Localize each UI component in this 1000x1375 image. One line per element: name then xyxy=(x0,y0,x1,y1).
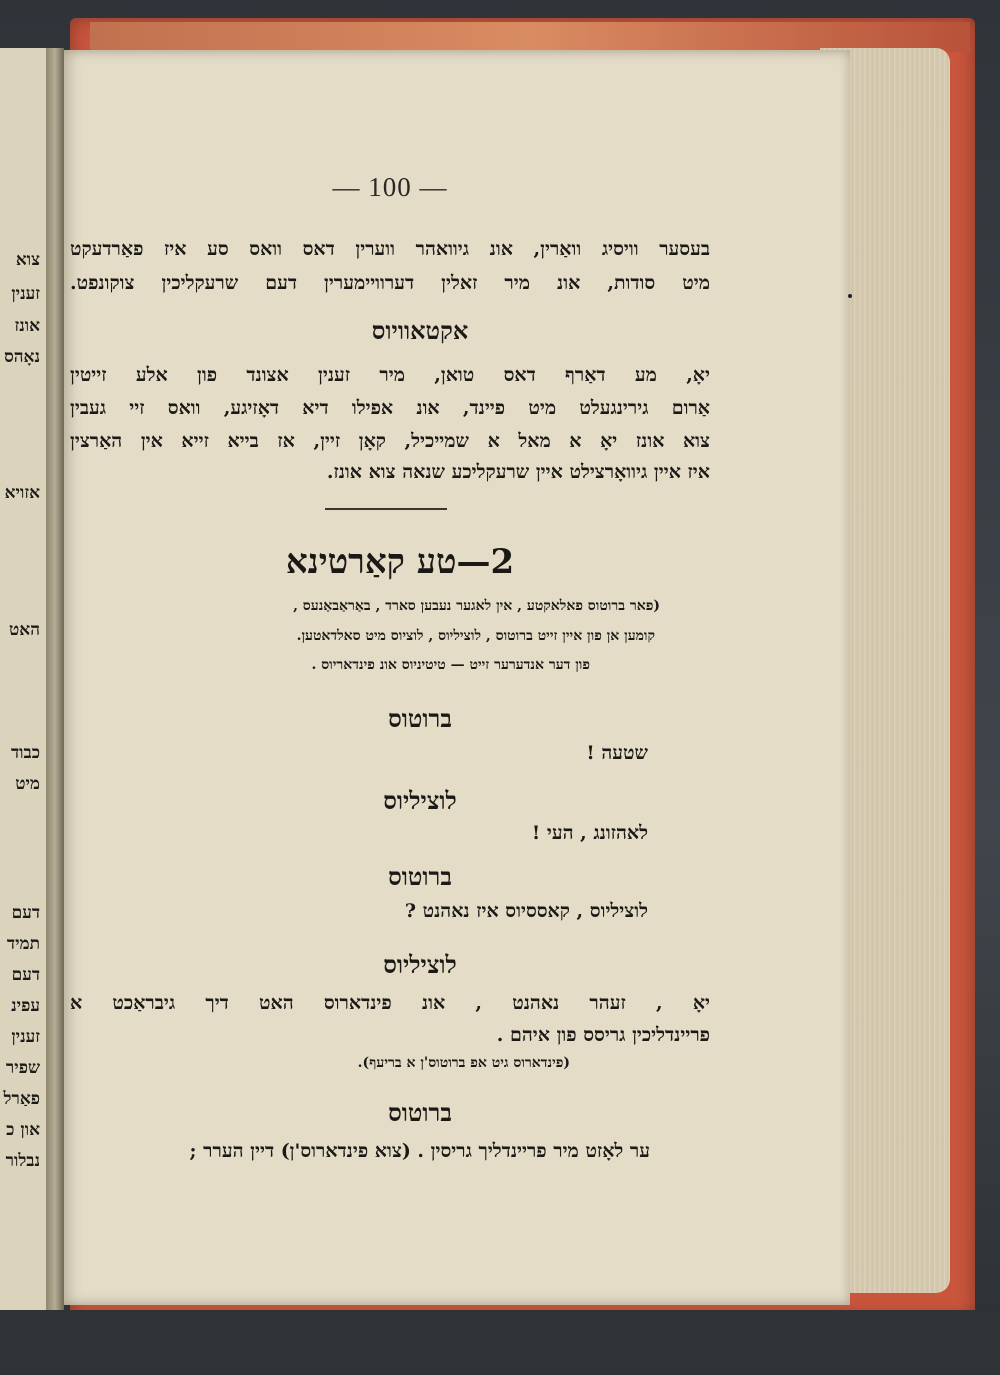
left-fragment: כבוד xyxy=(10,743,40,763)
stage-direction: (פינדארוס גיט אפ ברוטוס'ן א בריעף). xyxy=(357,1055,570,1071)
left-fragment: נאָהס xyxy=(4,347,40,367)
text-line: ער לאָזט מיר פריינדליך גריסין . (צוא פינדארוס'ן) דיין הערר ; xyxy=(189,1140,650,1162)
left-fragment: אזויא xyxy=(4,483,40,503)
text-line: בעסער וויסיג וואַרין, אונ גיוואהר ווערין דאס וואס סע איז פאַרדעקט xyxy=(70,238,710,260)
speaker-name: ברוטוס xyxy=(388,704,452,733)
left-fragment: דעם xyxy=(11,965,40,985)
left-fragment: פאַרל xyxy=(3,1089,40,1109)
text-line: איז איין גיוואָרצילט איין שרעקליכע שנאה צוא אונז. xyxy=(326,461,710,483)
left-fragment: מיט xyxy=(15,774,40,794)
page-number: — 100 — xyxy=(332,172,448,202)
stage-direction: קומען אן פון איין זייט ברוטוס , לוציליוס , לוציוס מיט סאלדאטען. xyxy=(296,628,655,644)
text-line: צוא אונז יאָ א מאל א שמייכיל, קאָן זיין, אז בייא זייא אין האַרצין xyxy=(70,430,710,452)
left-fragment: האט xyxy=(9,620,40,640)
text-line: יאָ, מע דאַרף דאס טואן, מיר זענין אצונד פון אלע זייטין xyxy=(70,364,710,386)
left-fragment: און כ xyxy=(6,1120,40,1140)
scene-heading: 2—טע קאַרטינא xyxy=(285,542,515,582)
speaker-name: לוציליוס xyxy=(383,950,457,979)
text-line: פריינדליכין גריסס פון איהם . xyxy=(496,1024,710,1046)
left-fragment: שפיר xyxy=(5,1058,40,1078)
left-fragment: זענין xyxy=(11,284,40,304)
text-line: לוציליוס , קאססיוס איז נאהנט ? xyxy=(404,900,648,922)
text-line: שטעה ! xyxy=(586,742,648,764)
left-page-text xyxy=(0,0,46,1375)
left-fragment: זענין xyxy=(11,1027,40,1047)
page-speck xyxy=(848,294,852,298)
speaker-name: לוציליוס xyxy=(383,786,457,815)
table-surface xyxy=(0,1310,1000,1375)
left-fragment: דעם xyxy=(11,903,40,923)
book-gutter xyxy=(46,48,64,1310)
text-line: לאהזונג , העי ! xyxy=(531,822,648,844)
section-divider xyxy=(325,508,447,510)
text-line: מיט סודות, אונ מיר זאלין דערוויימערין דעם שרעקליכין צוקונפט. xyxy=(70,272,710,294)
speaker-name: ברוטוס xyxy=(388,862,452,891)
text-line: אַרום גירינגעלט מיט פיינד, אונ אפילו דיא דאָזיגע, וואס זיי געבין xyxy=(70,397,710,419)
left-fragment: עפינ xyxy=(11,996,40,1016)
text-line: יאָ , זעהר נאהנט , אונ פינדארוס האט דיך גיבראַכט א xyxy=(70,992,710,1014)
stage-direction: (פאר ברוטוס פאלאקטע , אין לאגער נעבען סארד , באַראַבאַנעס , xyxy=(293,598,660,614)
left-fragment: תמיד xyxy=(6,934,40,954)
left-fragment: צוא xyxy=(15,250,40,270)
stage-direction: פון דער אנדערער זייט — טיטיניוס אונ פינדאריוס . xyxy=(311,657,590,673)
speaker-name: אקטאוויוס xyxy=(371,316,469,345)
speaker-name: ברוטוס xyxy=(388,1098,452,1127)
left-fragment: נבלור xyxy=(5,1151,40,1171)
left-fragment: אונז xyxy=(14,316,40,336)
